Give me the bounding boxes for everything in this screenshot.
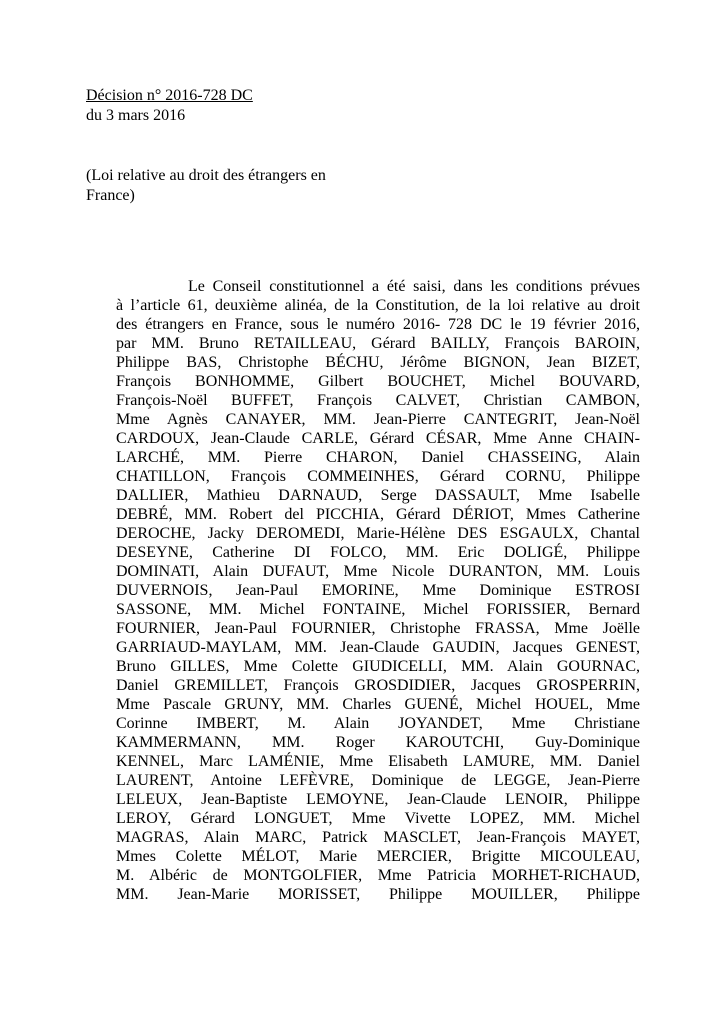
paragraph-line: CHATILLON, François COMMEINHES, Gérard CORNU, Philippe	[116, 468, 640, 485]
paragraph-line: Daniel GREMILLET, François GROSDIDIER, Jacques GROSPERRIN,	[116, 677, 640, 694]
decision-body	[116, 277, 640, 904]
paragraph-line: CARDOUX, Jean-Claude CARLE, Gérard CÉSAR, Mme Anne CHAIN-	[116, 430, 640, 447]
law-subject-line: France)	[86, 187, 135, 204]
paragraph-line: DOMINATI, Alain DUFAUT, Mme Nicole DURANTON, MM. Louis	[116, 563, 640, 580]
paragraph-line: DEBRÉ, MM. Robert del PICCHIA, Gérard DÉRIOT, Mmes Catherine	[116, 506, 640, 523]
paragraph-line: François-Noël BUFFET, François CALVET, Christian CAMBON,	[116, 392, 640, 409]
paragraph-line: DESEYNE, Catherine DI FOLCO, MM. Eric DOLIGÉ, Philippe	[116, 544, 640, 561]
paragraph-line: par MM. Bruno RETAILLEAU, Gérard BAILLY, François BAROIN,	[116, 335, 640, 352]
paragraph-line: DEROCHE, Jacky DEROMEDI, Marie-Hélène DES ESGAULX, Chantal	[116, 525, 640, 542]
paragraph-line: Mme Pascale GRUNY, MM. Charles GUENÉ, Michel HOUEL, Mme	[116, 696, 640, 713]
paragraph-line: M. Albéric de MONTGOLFIER, Mme Patricia MORHET-RICHAUD,	[116, 867, 640, 884]
decision-title: Décision n° 2016-728 DC	[86, 87, 253, 104]
paragraph-line: à l’article 61, deuxième alinéa, de la Constitution, de la loi relative au droit	[116, 297, 640, 314]
paragraph-line: GARRIAUD-MAYLAM, MM. Jean-Claude GAUDIN, Jacques GENEST,	[116, 639, 640, 656]
law-subject-line: (Loi relative au droit des étrangers en	[86, 167, 326, 184]
document-header	[86, 86, 253, 126]
paragraph-line: François BONHOMME, Gilbert BOUCHET, Michel BOUVARD,	[116, 373, 640, 390]
paragraph-line: Corinne IMBERT, M. Alain JOYANDET, Mme Christiane	[116, 715, 640, 732]
paragraph-line: des étrangers en France, sous le numéro 2016- 728 DC le 19 février 2016,	[116, 316, 640, 333]
paragraph-line: LARCHÉ, MM. Pierre CHARON, Daniel CHASSEING, Alain	[116, 449, 640, 466]
law-subject	[86, 166, 366, 206]
paragraph-line: DALLIER, Mathieu DARNAUD, Serge DASSAULT, Mme Isabelle	[116, 487, 640, 504]
paragraph-line: LEROY, Gérard LONGUET, Mme Vivette LOPEZ, MM. Michel	[116, 810, 640, 827]
paragraph-line: Mme Agnès CANAYER, MM. Jean-Pierre CANTEGRIT, Jean-Noël	[116, 411, 640, 428]
paragraph-line: MAGRAS, Alain MARC, Patrick MASCLET, Jean-François MAYET,	[116, 829, 640, 846]
paragraph-line: Bruno GILLES, Mme Colette GIUDICELLI, MM. Alain GOURNAC,	[116, 658, 640, 675]
paragraph-first-line: Le Conseil constitutionnel a été saisi, dans les conditions prévues	[188, 278, 640, 295]
paragraph-line: LELEUX, Jean-Baptiste LEMOYNE, Jean-Claude LENOIR, Philippe	[116, 791, 640, 808]
paragraph-line: MM. Jean-Marie MORISSET, Philippe MOUILLER, Philippe	[116, 886, 640, 903]
decision-date: du 3 mars 2016	[86, 107, 186, 124]
paragraph-line: Philippe BAS, Christophe BÉCHU, Jérôme BIGNON, Jean BIZET,	[116, 354, 640, 371]
paragraph-line: KAMMERMANN, MM. Roger KAROUTCHI, Guy-Dominique	[116, 734, 640, 751]
paragraph-line: SASSONE, MM. Michel FONTAINE, Michel FORISSIER, Bernard	[116, 601, 640, 618]
paragraph-line: DUVERNOIS, Jean-Paul EMORINE, Mme Dominique ESTROSI	[116, 582, 640, 599]
paragraph-line: KENNEL, Marc LAMÉNIE, Mme Elisabeth LAMURE, MM. Daniel	[116, 753, 640, 770]
paragraph-line: FOURNIER, Jean-Paul FOURNIER, Christophe FRASSA, Mme Joëlle	[116, 620, 640, 637]
paragraph-line: Mmes Colette MÉLOT, Marie MERCIER, Brigitte MICOULEAU,	[116, 848, 640, 865]
paragraph-line: LAURENT, Antoine LEFÈVRE, Dominique de LEGGE, Jean-Pierre	[116, 772, 640, 789]
